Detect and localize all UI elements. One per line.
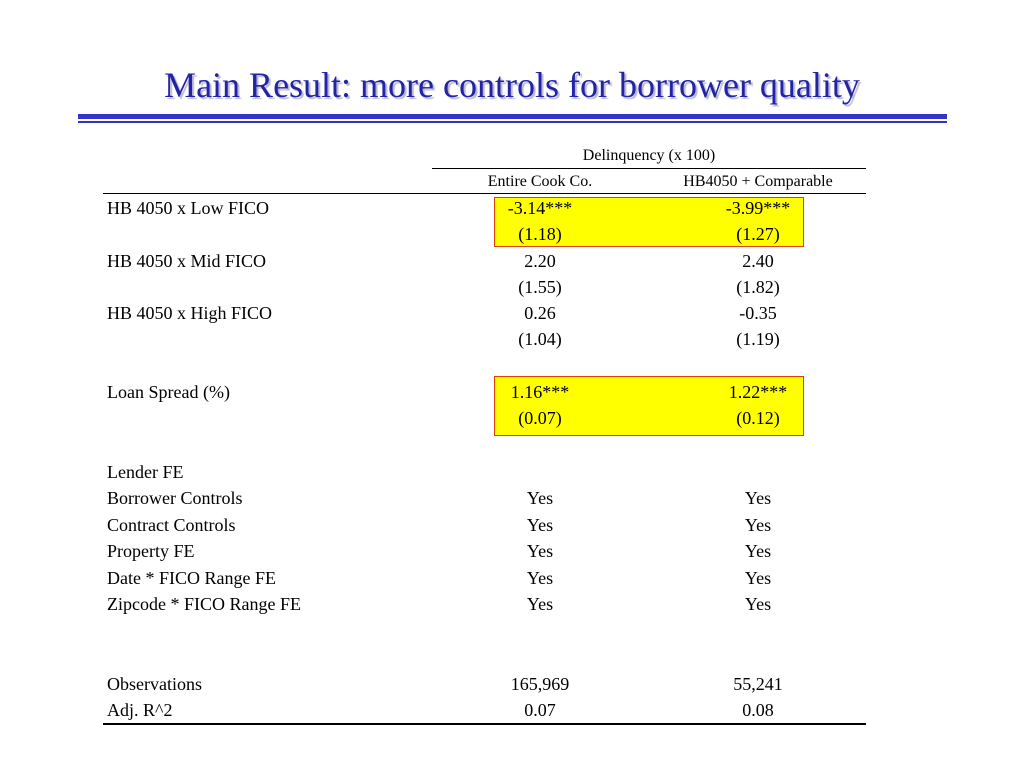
cell-hb4050: (1.27) bbox=[736, 224, 780, 244]
cell-hb4050: -3.99*** bbox=[725, 198, 791, 218]
table-row bbox=[0, 462, 1024, 488]
cell-hb4050: 1.22*** bbox=[728, 382, 788, 402]
table-row bbox=[0, 329, 1024, 355]
group-header-rule bbox=[432, 168, 866, 169]
cell-entire-cook: (1.55) bbox=[518, 277, 562, 297]
table-row bbox=[0, 224, 1024, 250]
table-row bbox=[0, 303, 1024, 329]
row-label: HB 4050 x Mid FICO bbox=[107, 251, 267, 271]
cell-entire-cook: 0.26 bbox=[524, 303, 556, 323]
row-label: Observations bbox=[107, 674, 202, 694]
cell-entire-cook: Yes bbox=[526, 515, 554, 535]
header-rule bbox=[103, 193, 866, 194]
cell-entire-cook: -3.14*** bbox=[507, 198, 573, 218]
cell-entire-cook: (1.18) bbox=[518, 224, 562, 244]
cell-entire-cook: 165,969 bbox=[510, 674, 570, 694]
row-label: Borrower Controls bbox=[107, 488, 243, 508]
row-label: Contract Controls bbox=[107, 515, 236, 535]
cell-entire-cook: 2.20 bbox=[524, 251, 556, 271]
column-header: HB4050 + Comparable bbox=[683, 173, 833, 190]
cell-hb4050: (1.19) bbox=[736, 329, 780, 349]
cell-hb4050: -0.35 bbox=[739, 303, 777, 323]
cell-hb4050: (0.12) bbox=[736, 408, 780, 428]
cell-hb4050: Yes bbox=[744, 594, 772, 614]
group-header: Delinquency (x 100) bbox=[582, 147, 716, 164]
table-row bbox=[0, 488, 1024, 514]
row-label: HB 4050 x High FICO bbox=[107, 303, 273, 323]
bottom-rule bbox=[103, 723, 866, 725]
table-row bbox=[0, 251, 1024, 277]
table-row bbox=[0, 541, 1024, 567]
cell-entire-cook: Yes bbox=[526, 594, 554, 614]
table-row bbox=[0, 408, 1024, 434]
cell-hb4050: 2.40 bbox=[742, 251, 774, 271]
table-row bbox=[0, 382, 1024, 408]
cell-hb4050: (1.82) bbox=[736, 277, 780, 297]
table-row bbox=[0, 277, 1024, 303]
cell-entire-cook: 0.07 bbox=[524, 700, 556, 720]
row-label: Property FE bbox=[107, 541, 195, 561]
table-row bbox=[0, 594, 1024, 620]
cell-entire-cook: Yes bbox=[526, 568, 554, 588]
cell-entire-cook: (0.07) bbox=[518, 408, 562, 428]
cell-hb4050: 55,241 bbox=[733, 674, 783, 694]
cell-hb4050: Yes bbox=[744, 568, 772, 588]
row-label: Date * FICO Range FE bbox=[107, 568, 276, 588]
cell-entire-cook: (1.04) bbox=[518, 329, 562, 349]
table-row bbox=[0, 515, 1024, 541]
cell-hb4050: Yes bbox=[744, 488, 772, 508]
row-label: Zipcode * FICO Range FE bbox=[107, 594, 301, 614]
cell-hb4050: Yes bbox=[744, 541, 772, 561]
table-row bbox=[0, 674, 1024, 700]
row-label: Loan Spread (%) bbox=[107, 382, 230, 402]
row-label: Adj. R^2 bbox=[107, 700, 173, 720]
row-label: Lender FE bbox=[107, 462, 184, 482]
table-row bbox=[0, 198, 1024, 224]
row-label: HB 4050 x Low FICO bbox=[107, 198, 270, 218]
table-row bbox=[0, 568, 1024, 594]
cell-hb4050: Yes bbox=[744, 515, 772, 535]
cell-entire-cook: Yes bbox=[526, 541, 554, 561]
cell-entire-cook: 1.16*** bbox=[510, 382, 570, 402]
cell-entire-cook: Yes bbox=[526, 488, 554, 508]
column-header: Entire Cook Co. bbox=[487, 173, 593, 190]
slide-title: Main Result: more controls for borrower quality bbox=[164, 65, 860, 105]
cell-hb4050: 0.08 bbox=[742, 700, 774, 720]
